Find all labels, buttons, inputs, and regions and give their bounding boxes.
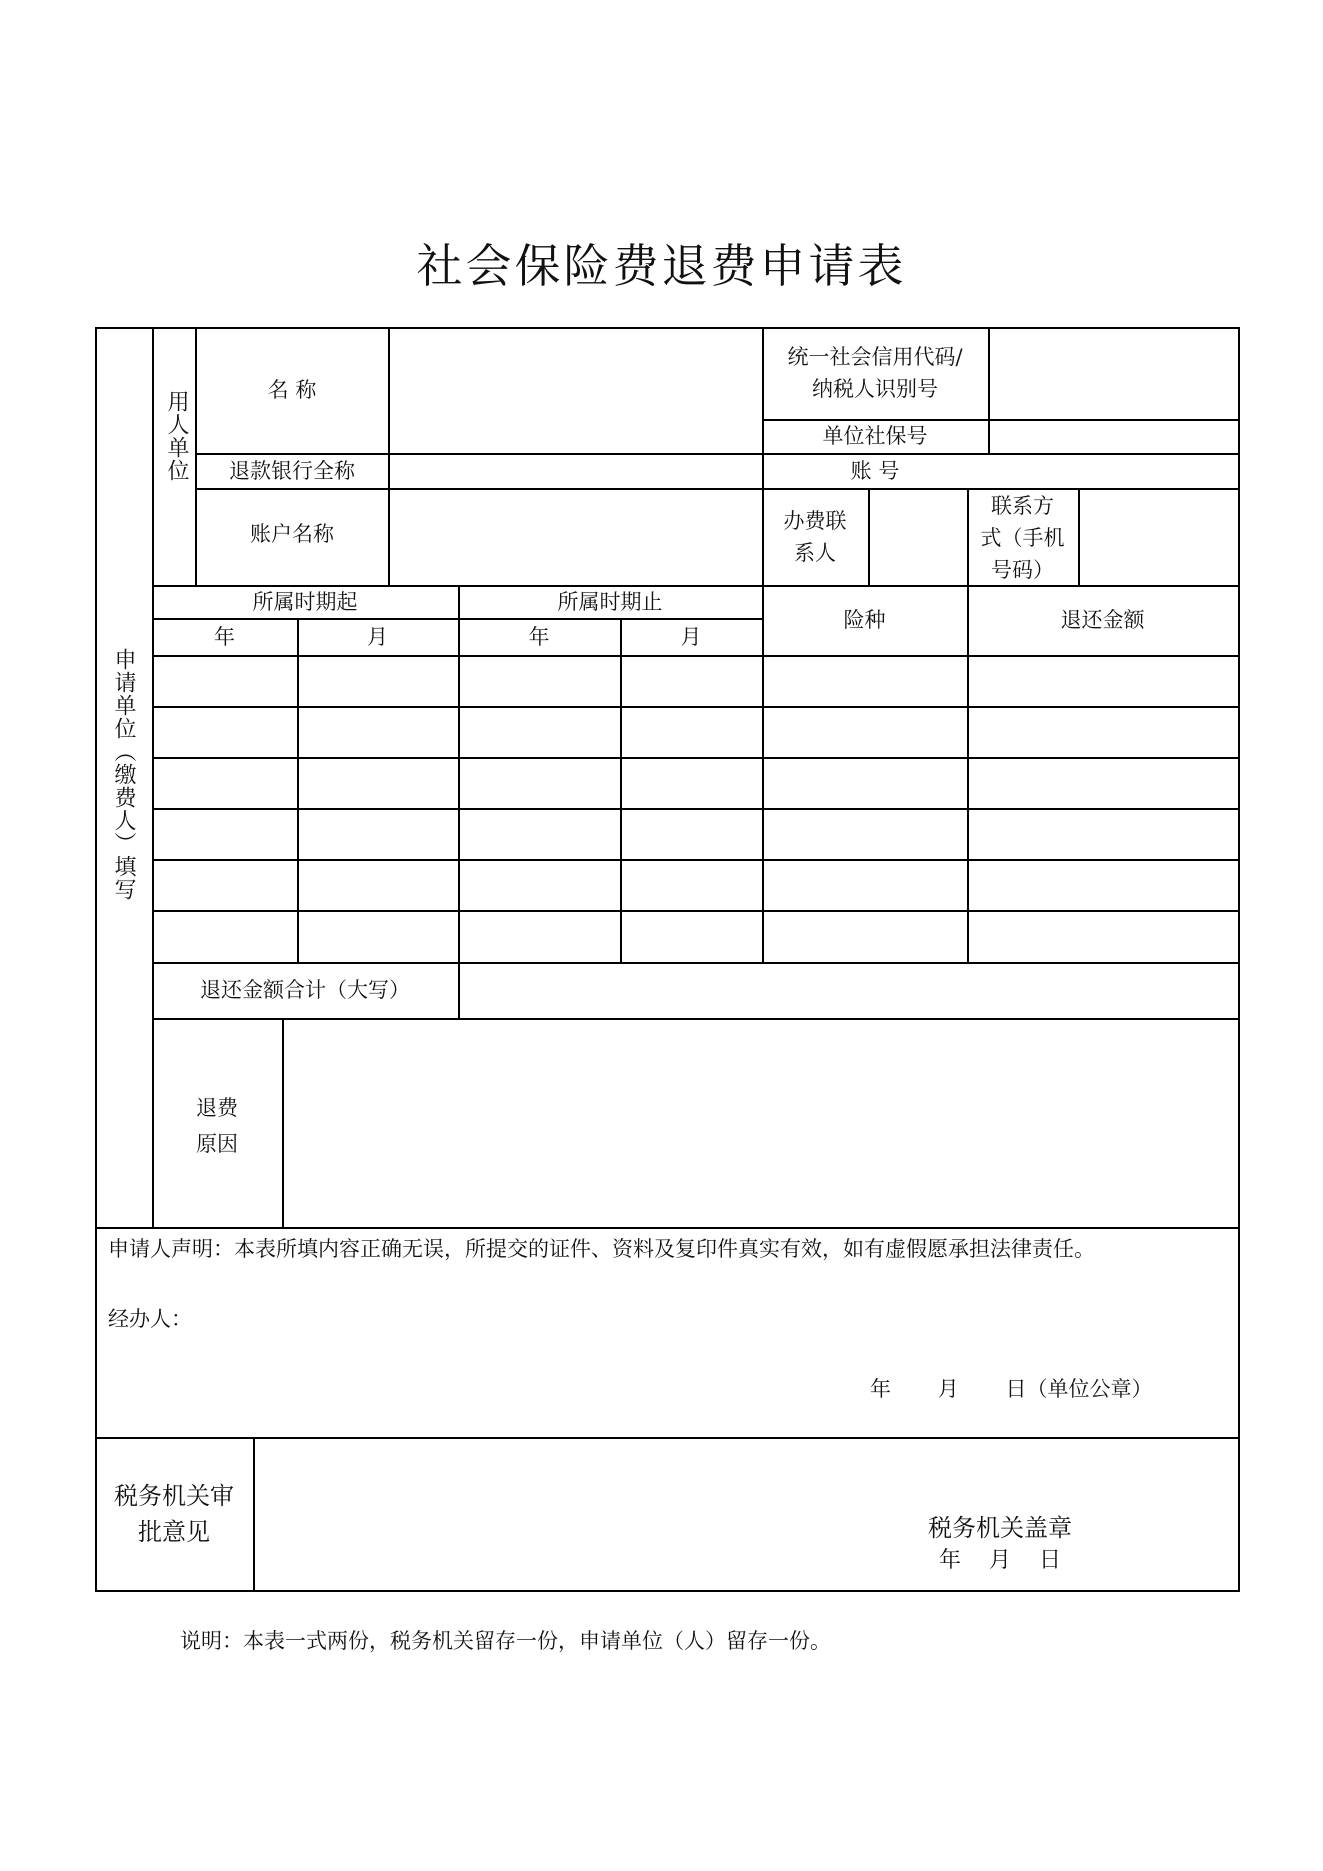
start-month-label: 月 bbox=[367, 625, 388, 649]
unit-label: 用人单位 bbox=[164, 390, 189, 482]
contact-label: 办费联 系人 bbox=[783, 509, 847, 565]
total-label: 退还金额合计（大写） bbox=[200, 978, 410, 1002]
account-name-label: 账户名称 bbox=[250, 522, 334, 546]
row-insurance-cell[interactable] bbox=[764, 912, 966, 961]
name-label: 名 称 bbox=[267, 378, 317, 402]
handler-label: 经办人： bbox=[108, 1307, 192, 1331]
row-end-month-cell[interactable] bbox=[622, 657, 761, 705]
reason-label: 退费 原因 bbox=[196, 1096, 238, 1156]
credit-code-field[interactable] bbox=[990, 329, 1237, 418]
row-insurance-cell[interactable] bbox=[764, 810, 966, 858]
period-start-label: 所属时期起 bbox=[252, 590, 358, 614]
row-amount-cell[interactable] bbox=[969, 708, 1237, 756]
name-field[interactable] bbox=[390, 329, 761, 452]
social-no-field[interactable] bbox=[990, 421, 1237, 452]
row-end-year-cell[interactable] bbox=[460, 861, 619, 909]
row-start-year-cell[interactable] bbox=[154, 657, 296, 705]
row-end-month-cell[interactable] bbox=[622, 759, 761, 807]
row-insurance-cell[interactable] bbox=[764, 657, 966, 705]
row-end-month-cell[interactable] bbox=[622, 810, 761, 858]
row-end-year-cell[interactable] bbox=[460, 708, 619, 756]
credit-code-label: 统一社会信用代码/ 纳税人识别号 bbox=[787, 345, 963, 401]
insurance-label: 险种 bbox=[843, 608, 886, 632]
social-no-label: 单位社保号 bbox=[822, 424, 928, 448]
declaration-text: 申请人声明：本表所填内容正确无误，所提交的证件、资料及复印件真实有效，如有虚假愿承担法律责任。 bbox=[108, 1237, 1095, 1261]
row-amount-cell[interactable] bbox=[969, 759, 1237, 807]
row-amount-cell[interactable] bbox=[969, 912, 1237, 961]
amount-label: 退还金额 bbox=[1060, 608, 1145, 632]
account-label: 账 号 bbox=[850, 459, 900, 483]
total-field[interactable] bbox=[460, 964, 1237, 1017]
bank-label: 退款银行全称 bbox=[229, 459, 355, 483]
unit-seal-date: 年 月 日（单位公章） bbox=[870, 1377, 1153, 1401]
phone-field[interactable] bbox=[1080, 490, 1237, 584]
row-start-year-cell[interactable] bbox=[154, 912, 296, 961]
row-end-year-cell[interactable] bbox=[460, 810, 619, 858]
row-start-month-cell[interactable] bbox=[299, 861, 457, 909]
account-field[interactable] bbox=[990, 455, 1237, 487]
bank-field[interactable] bbox=[390, 455, 761, 487]
tax-seal-label: 税务机关盖章 bbox=[928, 1514, 1072, 1542]
row-end-year-cell[interactable] bbox=[460, 759, 619, 807]
contact-field[interactable] bbox=[870, 490, 966, 584]
end-month-label: 月 bbox=[680, 625, 702, 649]
row-start-year-cell[interactable] bbox=[154, 861, 296, 909]
reason-field[interactable] bbox=[284, 1020, 1237, 1226]
row-end-month-cell[interactable] bbox=[622, 861, 761, 909]
form-title: 社会保险费退费申请表 bbox=[416, 239, 907, 293]
row-amount-cell[interactable] bbox=[969, 810, 1237, 858]
row-amount-cell[interactable] bbox=[969, 861, 1237, 909]
end-year-label: 年 bbox=[528, 625, 550, 649]
tax-opinion-label: 税务机关审 批意见 bbox=[114, 1482, 234, 1546]
phone-label: 联系方 式（手机 号码） bbox=[980, 494, 1065, 582]
tax-date-label: 年 月 日 bbox=[939, 1548, 1061, 1573]
row-amount-cell[interactable] bbox=[969, 657, 1237, 705]
row-end-year-cell[interactable] bbox=[460, 912, 619, 961]
row-insurance-cell[interactable] bbox=[764, 861, 966, 909]
row-insurance-cell[interactable] bbox=[764, 759, 966, 807]
start-year-label: 年 bbox=[214, 625, 235, 649]
row-start-month-cell[interactable] bbox=[299, 657, 457, 705]
row-start-month-cell[interactable] bbox=[299, 810, 457, 858]
period-end-label: 所属时期止 bbox=[557, 590, 663, 614]
account-name-field[interactable] bbox=[390, 490, 761, 584]
row-start-year-cell[interactable] bbox=[154, 759, 296, 807]
row-insurance-cell[interactable] bbox=[764, 708, 966, 756]
row-end-month-cell[interactable] bbox=[622, 708, 761, 756]
row-end-month-cell[interactable] bbox=[622, 912, 761, 961]
row-end-year-cell[interactable] bbox=[460, 657, 619, 705]
handler-field[interactable] bbox=[200, 1300, 600, 1336]
row-start-month-cell[interactable] bbox=[299, 759, 457, 807]
side-label: 申请单位（缴费人）填写 bbox=[111, 648, 136, 901]
row-start-month-cell[interactable] bbox=[299, 912, 457, 961]
footnote: 说明：本表一式两份，税务机关留存一份，申请单位（人）留存一份。 bbox=[180, 1629, 831, 1653]
row-start-year-cell[interactable] bbox=[154, 810, 296, 858]
row-start-month-cell[interactable] bbox=[299, 708, 457, 756]
row-start-year-cell[interactable] bbox=[154, 708, 296, 756]
